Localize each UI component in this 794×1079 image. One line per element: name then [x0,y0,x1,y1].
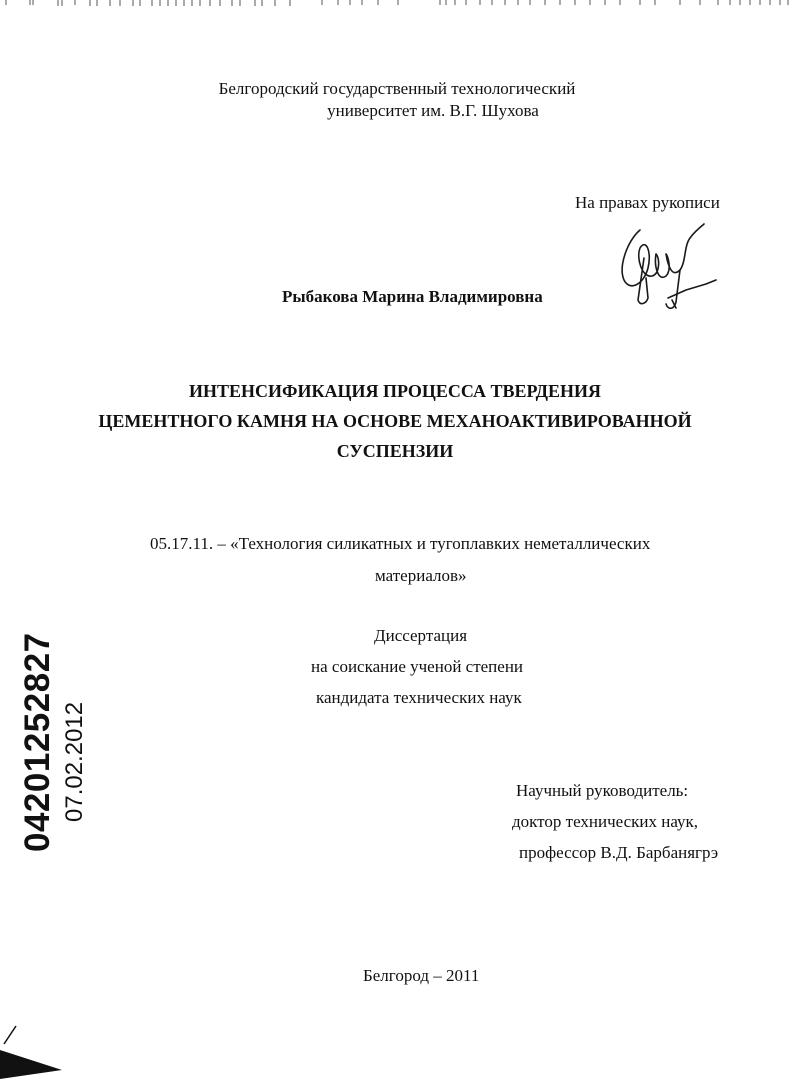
specialty-line-2: материалов» [375,566,467,585]
supervisor-line-3: профессор В.Д. Барбанягрэ [519,843,719,862]
accession-number-stamp: 04201252827 [18,632,57,852]
title-line-3: СУСПЕНЗИИ [336,441,454,461]
rights-note: На правах рукописи [575,193,720,212]
institution-line-1: Белгородский государственный технологический [218,79,576,98]
corner-scan-mark [0,1020,62,1079]
supervisor-line-1: Научный руководитель: [516,781,689,800]
degree-line-2: на соискание ученой степени [311,657,524,676]
city-year: Белгород – 2011 [363,966,480,985]
scan-artifact-marks [0,0,794,14]
supervisor-line-2: доктор технических наук, [512,812,699,831]
institution-line-2: университет им. В.Г. Шухова [327,101,539,120]
author-name: Рыбакова Марина Владимировна [282,287,543,306]
title-line-2: ЦЕМЕНТНОГО КАМНЯ НА ОСНОВЕ МЕХАНОАКТИВИРОВАННОЙ [98,411,692,431]
degree-line-1: Диссертация [374,626,468,645]
degree-line-3: кандидата технических наук [316,688,522,707]
accession-date-stamp: 07.02.2012 [61,701,88,822]
handwritten-signature [610,218,720,318]
specialty-line-1: 05.17.11. – «Технология силикатных и тугоплавких неметаллических [150,534,651,553]
title-line-1: ИНТЕНСИФИКАЦИЯ ПРОЦЕССА ТВЕРДЕНИЯ [188,381,601,401]
